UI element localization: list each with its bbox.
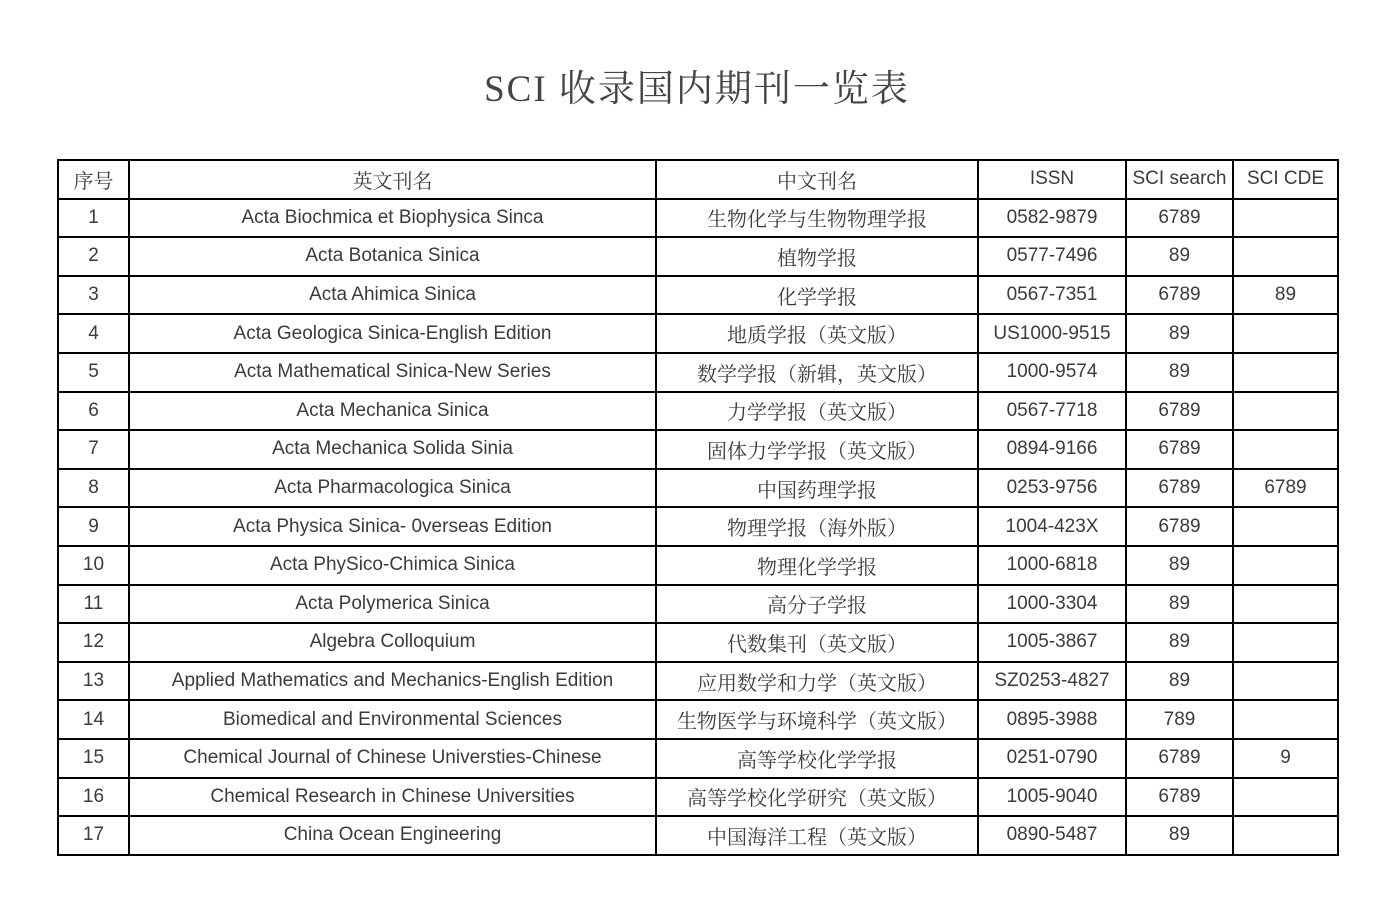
table-row: [58, 623, 1338, 662]
cell-sci-search: 6789: [1126, 778, 1233, 817]
cell-index: 6: [58, 392, 129, 431]
cell-sci-search: 89: [1126, 353, 1233, 392]
cell-issn: 1004-423X: [978, 507, 1126, 546]
cell-sci-cde: [1233, 199, 1338, 238]
table-row: [58, 314, 1338, 353]
cell-sci-search: 789: [1126, 700, 1233, 739]
cell-sci-cde: [1233, 546, 1338, 585]
cell-chinese-name: 应用数学和力学（英文版）: [656, 662, 978, 701]
cell-sci-search: 6789: [1126, 507, 1233, 546]
cell-sci-search: 6789: [1126, 276, 1233, 315]
cell-issn: 0894-9166: [978, 430, 1126, 469]
cell-english-name: Acta Botanica Sinica: [129, 237, 656, 276]
cell-sci-search: 89: [1126, 816, 1233, 855]
column-header-chinese_name: 中文刊名: [656, 160, 978, 199]
cell-chinese-name: 数学学报（新辑，英文版）: [656, 353, 978, 392]
cell-issn: 1000-9574: [978, 353, 1126, 392]
journal-table: [57, 159, 1339, 856]
cell-chinese-name: 物理学报（海外版）: [656, 507, 978, 546]
table-row: [58, 430, 1338, 469]
cell-chinese-name: 生物化学与生物物理学报: [656, 199, 978, 238]
cell-index: 7: [58, 430, 129, 469]
cell-issn: 0895-3988: [978, 700, 1126, 739]
cell-english-name: Acta Physica Sinica- 0verseas Edition: [129, 507, 656, 546]
cell-issn: 1000-6818: [978, 546, 1126, 585]
cell-english-name: Acta Pharmacologica Sinica: [129, 469, 656, 508]
table-row: [58, 392, 1338, 431]
cell-chinese-name: 植物学报: [656, 237, 978, 276]
cell-chinese-name: 高等学校化学学报: [656, 739, 978, 778]
cell-index: 10: [58, 546, 129, 585]
cell-issn: 1005-9040: [978, 778, 1126, 817]
cell-english-name: Chemical Journal of Chinese Universties-Chinese: [129, 739, 656, 778]
cell-sci-cde: [1233, 237, 1338, 276]
cell-issn: 0582-9879: [978, 199, 1126, 238]
header-row: [58, 160, 1338, 199]
cell-sci-search: 89: [1126, 314, 1233, 353]
cell-sci-cde: [1233, 353, 1338, 392]
cell-sci-cde: [1233, 623, 1338, 662]
cell-sci-cde: 6789: [1233, 469, 1338, 508]
cell-english-name: Acta Mathematical Sinica-New Series: [129, 353, 656, 392]
cell-english-name: Algebra Colloquium: [129, 623, 656, 662]
cell-index: 3: [58, 276, 129, 315]
cell-issn: 1005-3867: [978, 623, 1126, 662]
cell-chinese-name: 中国海洋工程（英文版）: [656, 816, 978, 855]
cell-sci-search: 89: [1126, 546, 1233, 585]
cell-sci-cde: 9: [1233, 739, 1338, 778]
cell-index: 8: [58, 469, 129, 508]
table-header: [58, 160, 1338, 199]
cell-index: 4: [58, 314, 129, 353]
cell-index: 9: [58, 507, 129, 546]
cell-index: 1: [58, 199, 129, 238]
cell-index: 15: [58, 739, 129, 778]
cell-issn: 1000-3304: [978, 585, 1126, 624]
cell-index: 5: [58, 353, 129, 392]
table-row: [58, 237, 1338, 276]
cell-sci-cde: [1233, 430, 1338, 469]
cell-sci-search: 6789: [1126, 469, 1233, 508]
cell-sci-cde: [1233, 778, 1338, 817]
cell-sci-search: 89: [1126, 585, 1233, 624]
cell-issn: 0567-7351: [978, 276, 1126, 315]
cell-index: 2: [58, 237, 129, 276]
column-header-sci_search: SCI search: [1126, 160, 1233, 199]
cell-sci-cde: [1233, 585, 1338, 624]
table-row: [58, 662, 1338, 701]
cell-english-name: Acta Mechanica Solida Sinia: [129, 430, 656, 469]
cell-english-name: Acta Biochmica et Biophysica Sinca: [129, 199, 656, 238]
table-row: [58, 469, 1338, 508]
table-row: [58, 199, 1338, 238]
table-row: [58, 507, 1338, 546]
cell-english-name: Applied Mathematics and Mechanics-English Edition: [129, 662, 656, 701]
column-header-index: 序号: [58, 160, 129, 199]
table-row: [58, 778, 1338, 817]
table-row: [58, 816, 1338, 855]
cell-english-name: Acta Geologica Sinica-English Edition: [129, 314, 656, 353]
cell-chinese-name: 地质学报（英文版）: [656, 314, 978, 353]
cell-chinese-name: 中国药理学报: [656, 469, 978, 508]
column-header-issn: ISSN: [978, 160, 1126, 199]
cell-sci-search: 6789: [1126, 392, 1233, 431]
table-row: [58, 700, 1338, 739]
cell-english-name: Chemical Research in Chinese Universities: [129, 778, 656, 817]
table-row: [58, 585, 1338, 624]
cell-sci-cde: [1233, 392, 1338, 431]
cell-chinese-name: 化学学报: [656, 276, 978, 315]
cell-chinese-name: 高等学校化学研究（英文版）: [656, 778, 978, 817]
cell-sci-search: 6789: [1126, 739, 1233, 778]
cell-sci-cde: [1233, 816, 1338, 855]
page-title: SCI 收录国内期刊一览表: [484, 69, 910, 110]
table-row: [58, 739, 1338, 778]
cell-english-name: Biomedical and Environmental Sciences: [129, 700, 656, 739]
cell-issn: SZ0253-4827: [978, 662, 1126, 701]
cell-english-name: Acta PhySico-Chimica Sinica: [129, 546, 656, 585]
column-header-english_name: 英文刊名: [129, 160, 656, 199]
cell-english-name: China Ocean Engineering: [129, 816, 656, 855]
cell-index: 11: [58, 585, 129, 624]
cell-issn: US1000-9515: [978, 314, 1126, 353]
cell-chinese-name: 固体力学学报（英文版）: [656, 430, 978, 469]
cell-english-name: Acta Mechanica Sinica: [129, 392, 656, 431]
cell-issn: 0890-5487: [978, 816, 1126, 855]
cell-index: 13: [58, 662, 129, 701]
cell-sci-cde: [1233, 507, 1338, 546]
table-body: [58, 199, 1338, 855]
cell-sci-search: 6789: [1126, 199, 1233, 238]
cell-chinese-name: 生物医学与环境科学（英文版）: [656, 700, 978, 739]
cell-index: 14: [58, 700, 129, 739]
cell-english-name: Acta Polymerica Sinica: [129, 585, 656, 624]
column-header-sci_cde: SCI CDE: [1233, 160, 1338, 199]
cell-sci-cde: [1233, 700, 1338, 739]
cell-chinese-name: 代数集刊（英文版）: [656, 623, 978, 662]
cell-issn: 0567-7718: [978, 392, 1126, 431]
cell-sci-cde: 89: [1233, 276, 1338, 315]
cell-index: 16: [58, 778, 129, 817]
cell-english-name: Acta Ahimica Sinica: [129, 276, 656, 315]
table-row: [58, 546, 1338, 585]
cell-sci-search: 89: [1126, 662, 1233, 701]
cell-chinese-name: 力学学报（英文版）: [656, 392, 978, 431]
cell-sci-search: 6789: [1126, 430, 1233, 469]
cell-sci-cde: [1233, 662, 1338, 701]
cell-chinese-name: 高分子学报: [656, 585, 978, 624]
cell-sci-search: 89: [1126, 237, 1233, 276]
cell-sci-cde: [1233, 314, 1338, 353]
cell-issn: 0577-7496: [978, 237, 1126, 276]
table-row: [58, 353, 1338, 392]
cell-issn: 0251-0790: [978, 739, 1126, 778]
cell-index: 12: [58, 623, 129, 662]
cell-issn: 0253-9756: [978, 469, 1126, 508]
cell-chinese-name: 物理化学学报: [656, 546, 978, 585]
table-row: [58, 276, 1338, 315]
cell-index: 17: [58, 816, 129, 855]
cell-sci-search: 89: [1126, 623, 1233, 662]
